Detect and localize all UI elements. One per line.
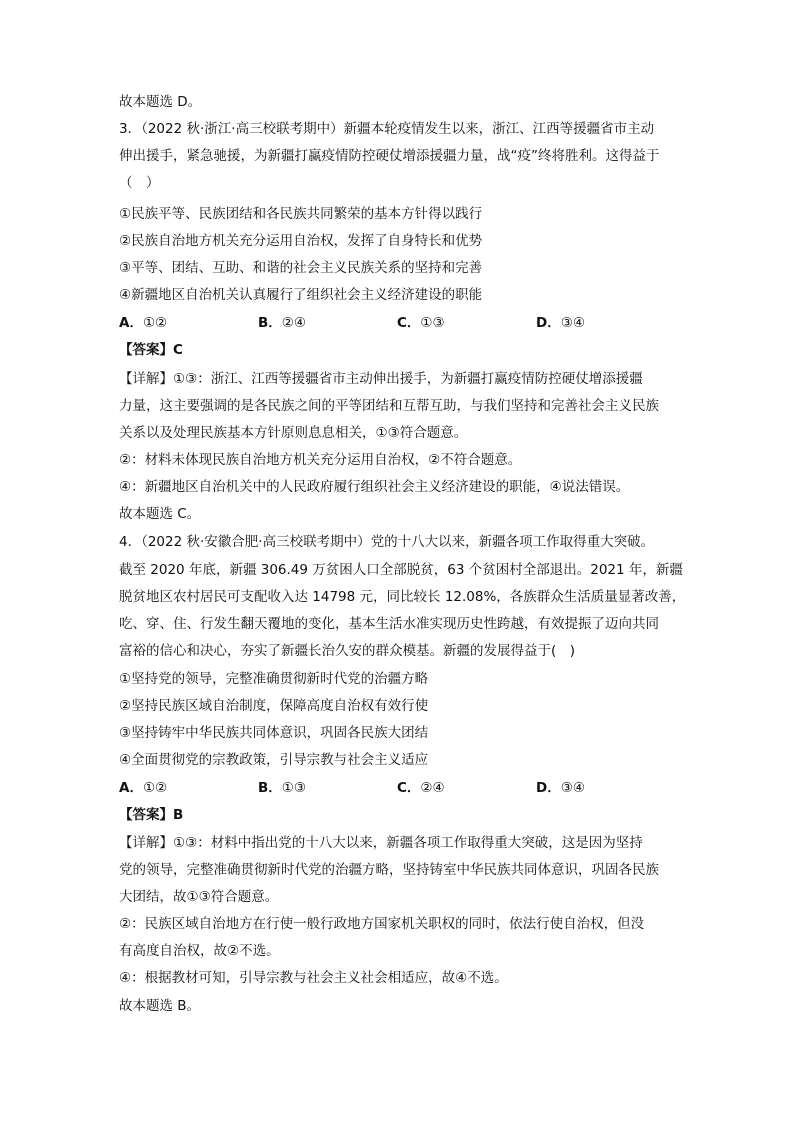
q4-item-3: ③坚持铸牢中华民族共同体意识，巩固各民族大团结	[119, 725, 429, 741]
q3-option-a-value: ①②	[142, 315, 168, 331]
q4-item-1: ①坚持党的领导，完整准确贯彻新时代党的治疆方略	[119, 671, 429, 687]
q4-explain-line-2: 党的领导，完整准确贯彻新时代党的治疆方略，坚持铸室中华民族共同体意识，巩固各民族	[119, 862, 659, 878]
q4-item-2: ②坚持民族区域自治制度，保障高度自治权有效行使	[119, 698, 429, 714]
q3-option-d-letter: D．	[536, 315, 561, 331]
q3-option-b-letter: B．	[258, 315, 282, 331]
q4-conclusion: 故本题选 B。	[119, 998, 201, 1014]
q3-option-a-letter: A．	[119, 315, 143, 331]
q4-option-a-letter: A．	[119, 780, 143, 796]
q4-option-b	[258, 778, 306, 798]
q4-explain-line-1: 【详解】①③：材料中指出党的十八大以来，新疆各项工作取得重大突破，这是因为坚持	[119, 835, 643, 851]
q4-explain-line-5: 有高度自治权，故②不选。	[119, 943, 280, 959]
q3-stem-line-3: （ ）	[119, 175, 160, 191]
q3-option-c-value: ①③	[420, 315, 445, 331]
q4-option-a-value: ①②	[142, 780, 168, 796]
q4-option-d-value: ③④	[560, 780, 585, 796]
q3-item-1: ①民族平等、民族团结和各民族共同繁荣的基本方针得以践行	[119, 206, 483, 222]
q3-explain-line-1: 【详解】①③：浙江、江西等援疆省市主动伸出援手，为新疆打赢疫情防控硬仗增添援疆	[119, 371, 643, 387]
q3-explain-line-5: ④：新疆地区自治机关中的人民政府履行组织社会主义经济建设的职能，④说法错误。	[119, 479, 630, 495]
q4-stem-line-5: 富裕的信心和决心，夯实了新疆长治久安的群众模基。新疆的发展得益于( )	[119, 643, 576, 659]
q3-stem-line-1: 3．（2022 秋·浙江·高三校联考期中）新疆本轮疫情发生以来，浙江、江西等援疆省市主动	[119, 121, 655, 137]
q3-option-d	[536, 313, 585, 333]
q4-stem-line-3: 脱贫地区农村居民可支配收入达 14798 元，同比较长 12.08%，各族群众生活质量显著改善，	[119, 589, 686, 605]
q4-option-c-value: ②④	[420, 780, 445, 796]
q3-item-2: ②民族自治地方机关充分运用自治权，发挥了自身特长和优势	[119, 233, 483, 249]
q3-option-c-letter: C．	[397, 315, 421, 331]
q3-answer: 【答案】C	[119, 342, 183, 358]
q3-option-b-value: ②④	[281, 315, 307, 331]
q3-option-d-value: ③④	[560, 315, 585, 331]
q3-explain-line-3: 关系以及处理民族基本方针原则息息相关，①③符合题意。	[119, 425, 468, 441]
q4-explain-line-4: ②：民族区域自治地方在行使一般行政地方国家机关职权的同时，依法行使自治权，但没	[119, 916, 645, 932]
q4-stem-line-1: 4．（2022 秋·安徽合肥·高三校联考期中）党的十八大以来，新疆各项工作取得重大突破。	[119, 534, 655, 550]
q4-option-a	[119, 778, 167, 798]
q4-stem-line-4: 吃、穿、住、行发生翻天覆地的变化，基本生活水准实现历史性跨越，有效提振了迈向共同	[119, 616, 659, 632]
q4-stem-line-2: 截至 2020 年底，新疆 306.49 万贫困人口全部脱贫，63 个贫困村全部退出。2021 年，新疆	[119, 562, 683, 578]
q3-stem-line-2: 伸出援手，紧急驰援，为新疆打赢疫情防控硬仗增添援疆力量，战“疫”终将胜利。这得益于	[119, 148, 660, 164]
previous-conclusion: 故本题选 D。	[119, 94, 202, 110]
q4-explain-line-3: 大团结，故①③符合题意。	[119, 889, 279, 905]
q4-option-c-letter: C．	[397, 780, 421, 796]
q4-option-c	[397, 778, 445, 798]
q3-item-4: ④新疆地区自治机关认真履行了组织社会主义经济建设的职能	[119, 287, 483, 303]
q4-answer: 【答案】B	[119, 807, 184, 823]
q4-option-b-value: ①③	[281, 780, 307, 796]
q4-item-4: ④全面贯彻党的宗教政策，引导宗教与社会主义适应	[119, 752, 429, 768]
q3-explain-line-4: ②：材料未体现民族自治地方机关充分运用自治权，②不符合题意。	[119, 452, 522, 468]
q3-option-b	[258, 313, 306, 333]
q3-explain-line-2: 力量，这主要强调的是各民族之间的平等团结和互帮互助，与我们坚持和完善社会主义民族	[119, 398, 659, 414]
q3-option-c	[397, 313, 445, 333]
q3-conclusion: 故本题选 C。	[119, 506, 201, 522]
q4-option-b-letter: B．	[258, 780, 282, 796]
q3-item-3: ③平等、团结、互助、和谐的社会主义民族关系的坚持和完善	[119, 260, 483, 276]
q4-option-d	[536, 778, 585, 798]
q4-option-d-letter: D．	[536, 780, 561, 796]
q3-option-a	[119, 313, 167, 333]
q4-explain-line-6: ④：根据教材可知，引导宗教与社会主义社会相适应，故④不选。	[119, 970, 508, 986]
